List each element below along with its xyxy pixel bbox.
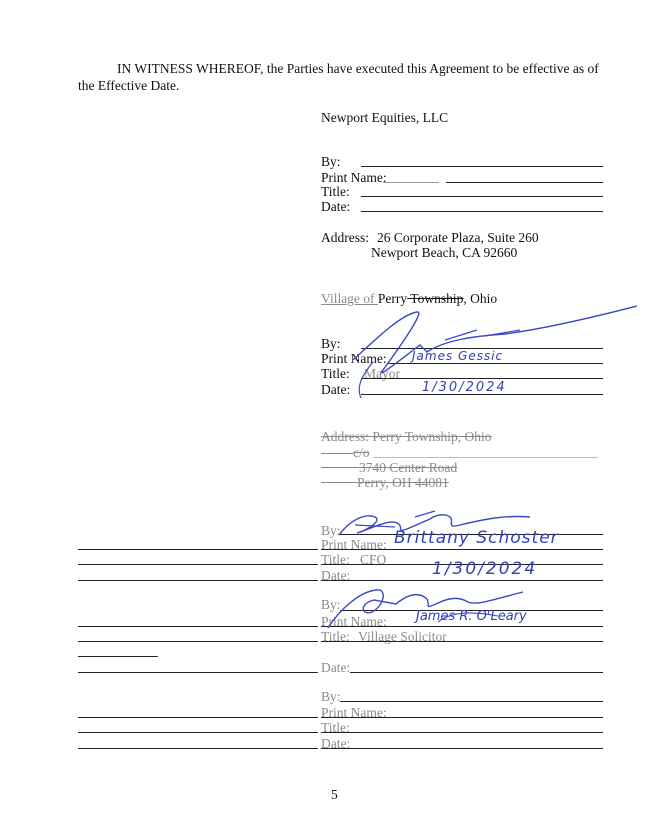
blank-by-line: [340, 701, 603, 702]
struck-address-line3: 3740 Center Road: [359, 460, 458, 475]
blank-by-label: By:: [321, 689, 341, 704]
perry-name-struck: Township: [407, 291, 464, 306]
newport-title-label: Title:: [321, 184, 350, 199]
newport-print-name-label: Print Name:: [321, 170, 387, 185]
cfo-print-name-value: Brittany Schoster: [394, 528, 559, 548]
newport-address-label: Address:: [321, 230, 369, 245]
perry-print-name-label: Print Name:: [321, 351, 387, 366]
left-rule-3: [78, 580, 318, 581]
cfo-title-value: CFO: [360, 552, 387, 567]
newport-print-name-line: [446, 182, 603, 183]
left-rule-7: [78, 717, 318, 718]
left-rule-8: [78, 732, 318, 733]
page-number: 5: [331, 787, 338, 802]
perry-print-name-value: James Gessic: [412, 349, 504, 363]
blank-date-line: [321, 748, 603, 749]
newport-date-line: [361, 211, 603, 212]
struck-address-line1: Address: Perry Township, Ohio: [321, 429, 492, 444]
solicitor-print-name-value: James R. O'Leary: [416, 609, 527, 624]
struck-address-line4: Perry, OH 44081: [357, 475, 449, 490]
perry-mayor-signature: [345, 300, 645, 400]
solicitor-by-label: By:: [321, 597, 341, 612]
blank-title-label: Title:: [321, 720, 350, 735]
perry-title-label: Title:: [321, 366, 350, 381]
newport-by-label: By:: [321, 154, 341, 169]
perry-date-label: Date:: [321, 382, 351, 397]
solicitor-title-value: Village Solicitor: [358, 629, 447, 644]
perry-name-main: Perry: [377, 291, 408, 306]
solicitor-date-label: Date:: [321, 660, 351, 675]
left-rule-6: [78, 672, 318, 673]
newport-date-label: Date:: [321, 199, 351, 214]
perry-name-suffix: , Ohio: [463, 291, 498, 306]
cfo-title-label: Title:: [321, 552, 350, 567]
perry-by-label: By:: [321, 336, 341, 351]
solicitor-title-line: [321, 641, 603, 642]
struck-address-line2-rule: [373, 457, 598, 458]
solicitor-date-line: [350, 672, 603, 673]
blank-date-label: Date:: [321, 736, 351, 751]
cfo-date-line: [321, 580, 603, 581]
newport-party-name: Newport Equities, LLC: [321, 110, 449, 125]
cfo-by-label: By:: [321, 523, 341, 538]
left-rule-5: [78, 641, 318, 642]
struck-address-dash-3: [321, 467, 359, 468]
newport-print-name-short-line: [383, 182, 439, 183]
cfo-signature: [335, 505, 535, 545]
newport-title-line: [361, 196, 603, 197]
struck-address-line2: c/o: [353, 445, 370, 460]
cfo-date-value: 1/30/2024: [432, 559, 538, 579]
left-rule-2: [78, 564, 318, 565]
perry-name-prefix: Village of: [321, 291, 378, 306]
newport-address-line1: 26 Corporate Plaza, Suite 260: [377, 230, 539, 245]
perry-date-value: 1/30/2024: [422, 380, 507, 395]
left-rule-1: [78, 549, 318, 550]
solicitor-signature: [318, 582, 558, 634]
solicitor-title-label: Title:: [321, 629, 350, 644]
cfo-print-name-line: [321, 549, 603, 550]
witness-line-1: IN WITNESS WHEREOF, the Parties have executed this Agreement to be effective as of: [117, 61, 599, 76]
blank-print-name-label: Print Name:: [321, 705, 387, 720]
struck-address-dash-2: [321, 453, 353, 454]
perry-title-value: Mayor: [364, 366, 400, 381]
left-short-rule: [78, 656, 158, 657]
newport-address-line2: Newport Beach, CA 92660: [371, 245, 518, 260]
blank-title-line: [321, 732, 603, 733]
left-rule-4: [78, 626, 318, 627]
cfo-date-label: Date:: [321, 568, 351, 583]
solicitor-print-name-label: Print Name:: [321, 614, 387, 629]
struck-address-dash-4: [321, 482, 357, 483]
cfo-print-name-label: Print Name:: [321, 537, 387, 552]
witness-line-2: the Effective Date.: [78, 78, 180, 93]
newport-by-line: [361, 166, 603, 167]
blank-print-name-line: [321, 717, 603, 718]
left-rule-9: [78, 748, 318, 749]
